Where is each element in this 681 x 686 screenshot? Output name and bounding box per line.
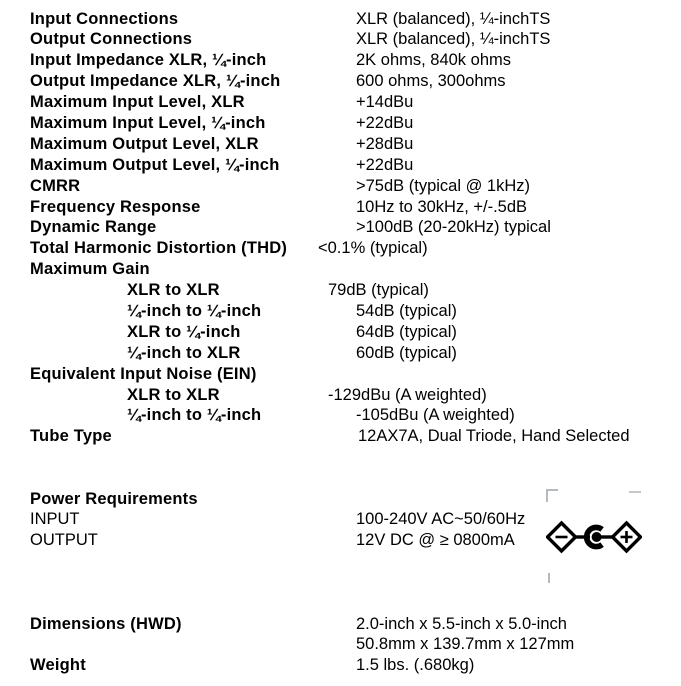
power-value: 100-240V AC~50/60Hz bbox=[356, 510, 526, 529]
spec-group-label: Maximum Gain bbox=[30, 260, 150, 279]
plus-diamond bbox=[613, 523, 641, 551]
spec-row bbox=[0, 113, 681, 134]
physical-row bbox=[0, 634, 681, 655]
spec-value: +14dBu bbox=[356, 93, 414, 112]
spec-sublabel: XLR to ¼-inch bbox=[127, 322, 241, 341]
spec-value: 64dB (typical) bbox=[356, 322, 457, 341]
physical-label: Dimensions (HWD) bbox=[30, 614, 182, 633]
spec-value: 79dB (typical) bbox=[328, 281, 429, 300]
power-label: INPUT bbox=[30, 510, 80, 529]
spec-row bbox=[0, 176, 681, 197]
specs-section bbox=[0, 9, 681, 448]
spec-row bbox=[0, 9, 681, 30]
spec-label: Output Connections bbox=[30, 30, 193, 49]
spec-label: Maximum Input Level, ¼-inch bbox=[30, 113, 266, 132]
frame-corner-mark bbox=[548, 573, 550, 583]
spec-sublabel: XLR to XLR bbox=[127, 281, 220, 300]
spec-row bbox=[0, 217, 681, 238]
spec-value: -129dBu (A weighted) bbox=[328, 385, 487, 404]
spec-sublabel: XLR to XLR bbox=[127, 385, 220, 404]
spec-row bbox=[0, 134, 681, 155]
physical-label: Weight bbox=[30, 656, 86, 675]
spec-subrow bbox=[0, 301, 681, 322]
spec-group-label: Equivalent Input Noise (EIN) bbox=[30, 364, 257, 383]
spec-row bbox=[0, 197, 681, 218]
physical-value: 50.8mm x 139.7mm x 127mm bbox=[356, 635, 575, 654]
spec-value: 2K ohms, 840k ohms bbox=[356, 51, 511, 70]
physical-value: 2.0-inch x 5.5-inch x 5.0-inch bbox=[356, 614, 567, 633]
spec-value: XLR (balanced), ¼-inchTS bbox=[356, 30, 551, 49]
minus-diamond bbox=[548, 523, 576, 551]
spec-value: +22dBu bbox=[356, 113, 414, 132]
spec-subrow bbox=[0, 322, 681, 343]
spec-label: CMRR bbox=[30, 176, 81, 195]
spec-value: -105dBu (A weighted) bbox=[356, 406, 515, 425]
spec-label: Output Impedance XLR, ¼-inch bbox=[30, 72, 281, 91]
spec-label: Total Harmonic Distortion (THD) bbox=[30, 239, 288, 258]
spec-value: >100dB (20-20kHz) typical bbox=[356, 218, 551, 237]
spec-row bbox=[0, 238, 681, 259]
spec-sublabel: ¼-inch to ¼-inch bbox=[127, 406, 262, 425]
physical-row bbox=[0, 655, 681, 676]
spec-row bbox=[0, 71, 681, 92]
physical-section bbox=[0, 614, 681, 677]
spec-value: <0.1% (typical) bbox=[318, 239, 428, 258]
spec-row bbox=[0, 29, 681, 50]
spec-row bbox=[0, 92, 681, 113]
spec-value: 600 ohms, 300ohms bbox=[356, 72, 506, 91]
dc-polarity-icon bbox=[546, 507, 642, 567]
power-heading: Power Requirements bbox=[30, 489, 198, 508]
spec-label: Dynamic Range bbox=[30, 218, 157, 237]
power-label: OUTPUT bbox=[30, 531, 98, 550]
spec-label: Input Impedance XLR, ¼-inch bbox=[30, 51, 267, 70]
spec-value: XLR (balanced), ¼-inchTS bbox=[356, 9, 551, 28]
spec-label: Input Connections bbox=[30, 9, 179, 28]
spec-row bbox=[0, 364, 681, 385]
spec-value: 10Hz to 30kHz, +/-.5dB bbox=[356, 197, 528, 216]
spec-sublabel: ¼-inch to XLR bbox=[127, 343, 241, 362]
spec-label: Maximum Input Level, XLR bbox=[30, 93, 245, 112]
frame-corner-mark bbox=[629, 491, 641, 493]
spec-value: >75dB (typical @ 1kHz) bbox=[356, 176, 531, 195]
frame-corner-mark bbox=[546, 489, 558, 502]
spec-value: +28dBu bbox=[356, 134, 414, 153]
spec-value: 12AX7A, Dual Triode, Hand Selected bbox=[358, 427, 630, 446]
spec-row bbox=[0, 155, 681, 176]
spec-row bbox=[0, 259, 681, 280]
spec-row bbox=[0, 426, 681, 447]
spec-value: +22dBu bbox=[356, 155, 414, 174]
spec-label: Maximum Output Level, ¼-inch bbox=[30, 155, 280, 174]
spec-value: 60dB (typical) bbox=[356, 343, 457, 362]
spec-label: Frequency Response bbox=[30, 197, 201, 216]
spec-label: Tube Type bbox=[30, 427, 112, 446]
power-value: 12V DC @ ≥ 0800mA bbox=[356, 531, 515, 550]
spec-row bbox=[0, 50, 681, 71]
physical-value: 1.5 lbs. (.680kg) bbox=[356, 656, 475, 675]
spec-subrow bbox=[0, 280, 681, 301]
physical-row bbox=[0, 614, 681, 635]
spec-label: Maximum Output Level, XLR bbox=[30, 134, 259, 153]
spec-subrow bbox=[0, 385, 681, 406]
spec-subrow bbox=[0, 343, 681, 364]
spec-value: 54dB (typical) bbox=[356, 301, 457, 320]
spec-sublabel: ¼-inch to ¼-inch bbox=[127, 301, 262, 320]
spec-subrow bbox=[0, 405, 681, 426]
